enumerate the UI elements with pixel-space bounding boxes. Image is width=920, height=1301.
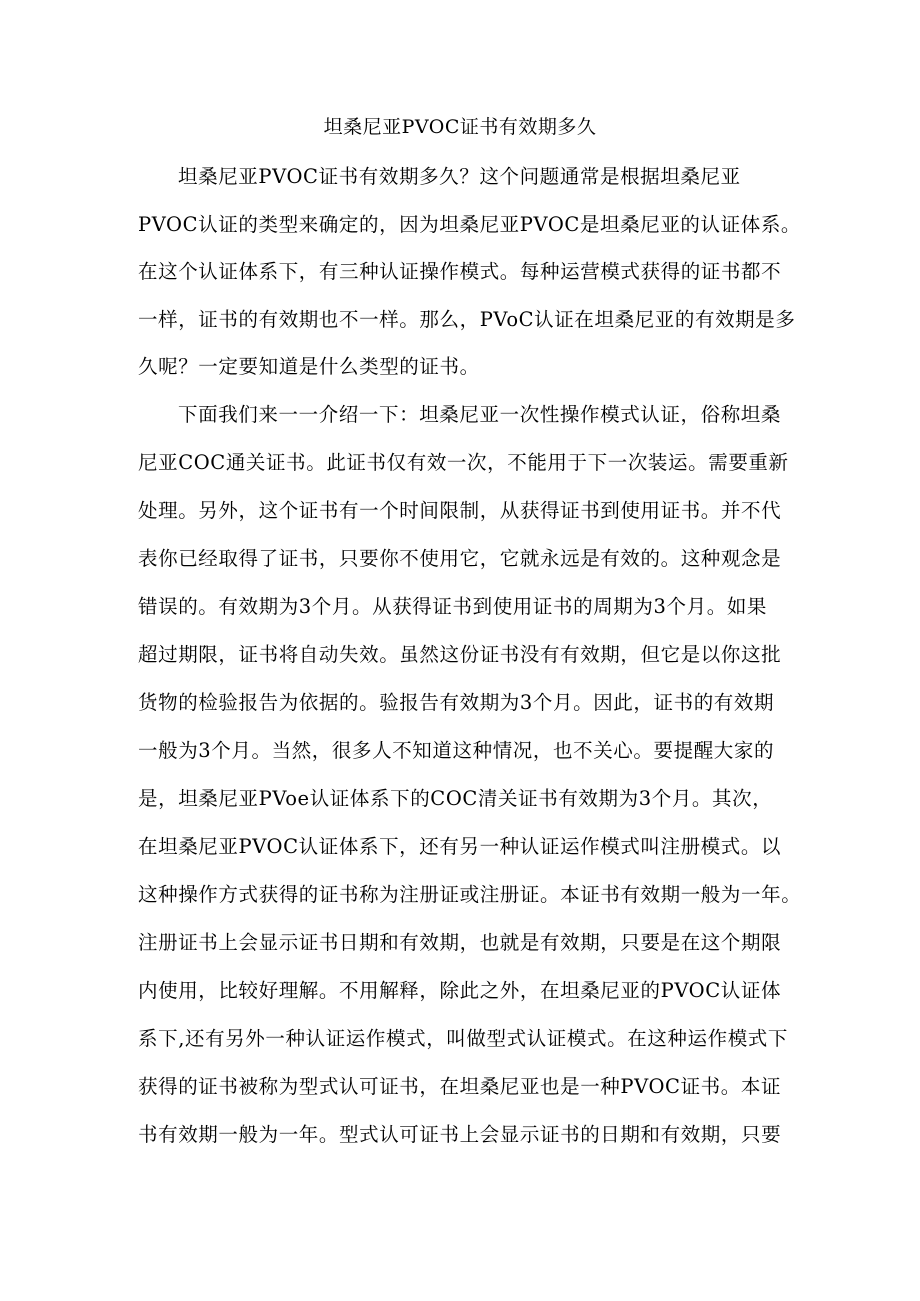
paragraph-2-line-15: 获得的证书被称为型式认可证书，在坦桑尼亚也是一种PVOC证书。本证 — [138, 1075, 782, 1098]
paragraph-1-line-3: 在这个认证体系下，有三种认证操作模式。每种运营模式获得的证书都不 — [138, 260, 782, 283]
paragraph-2-line-1: 下面我们来一一介绍一下：坦桑尼亚一次性操作模式认证，俗称坦桑 — [178, 403, 782, 426]
paragraph-1-line-1: 坦桑尼亚PVOC证书有效期多久？这个问题通常是根据坦桑尼亚 — [178, 165, 741, 188]
paragraph-2-line-14: 系下,还有另外一种认证运作模式，叫做型式认证模式。在这种运作模式下 — [138, 1027, 788, 1050]
paragraph-2-line-10: 在坦桑尼亚PVOC认证体系下，还有另一种认证运作模式叫注册模式。以 — [138, 835, 782, 858]
document-title: 坦桑尼亚PVOC证书有效期多久 — [323, 116, 597, 138]
paragraph-2-line-3: 处理。另外，这个证书有一个时间限制，从获得证书到使用证书。并不代 — [138, 499, 782, 522]
paragraph-2-line-8: 一般为3个月。当然，很多人不知道这种情况，也不关心。要提醒大家的 — [138, 739, 775, 762]
paragraph-2-line-2: 尼亚COC通关证书。此证书仅有效一次，不能用于下一次装运。需要重新 — [138, 451, 789, 474]
paragraph-2-line-13: 内使用，比较好理解。不用解释，除此之外，在坦桑尼亚的PVOC认证体 — [138, 979, 782, 1002]
paragraph-1-line-5: 久呢？一定要知道是什么类型的证书。 — [138, 355, 480, 378]
paragraph-1-line-4: 一样，证书的有效期也不一样。那么，PVoC认证在坦桑尼亚的有效期是多 — [138, 308, 796, 331]
paragraph-2-line-5: 错误的。有效期为3个月。从获得证书到使用证书的周期为3个月。如果 — [138, 595, 768, 618]
paragraph-2-line-11: 这种操作方式获得的证书称为注册证或注册证。本证书有效期一般为一年。 — [138, 883, 802, 906]
paragraph-2-line-12: 注册证书上会显示证书日期和有效期，也就是有效期，只要是在这个期限 — [138, 931, 782, 954]
paragraph-2-line-7: 货物的检验报告为依据的。验报告有效期为3个月。因此，证书的有效期 — [138, 691, 775, 714]
paragraph-2-line-6: 超过期限，证书将自动失效。虽然这份证书没有有效期，但它是以你这批 — [138, 643, 782, 666]
paragraph-2-line-9: 是，坦桑尼亚PVoe认证体系下的COC清关证书有效期为3个月。其次， — [138, 787, 773, 810]
paragraph-2-line-16: 书有效期一般为一年。型式认可证书上会显示证书的日期和有效期，只要 — [138, 1123, 782, 1146]
paragraph-1-line-2: PVOC认证的类型来确定的，因为坦桑尼亚PVOC是坦桑尼亚的认证体系。 — [138, 213, 802, 236]
paragraph-2-line-4: 表你已经取得了证书，只要你不使用它，它就永远是有效的。这种观念是 — [138, 547, 782, 570]
